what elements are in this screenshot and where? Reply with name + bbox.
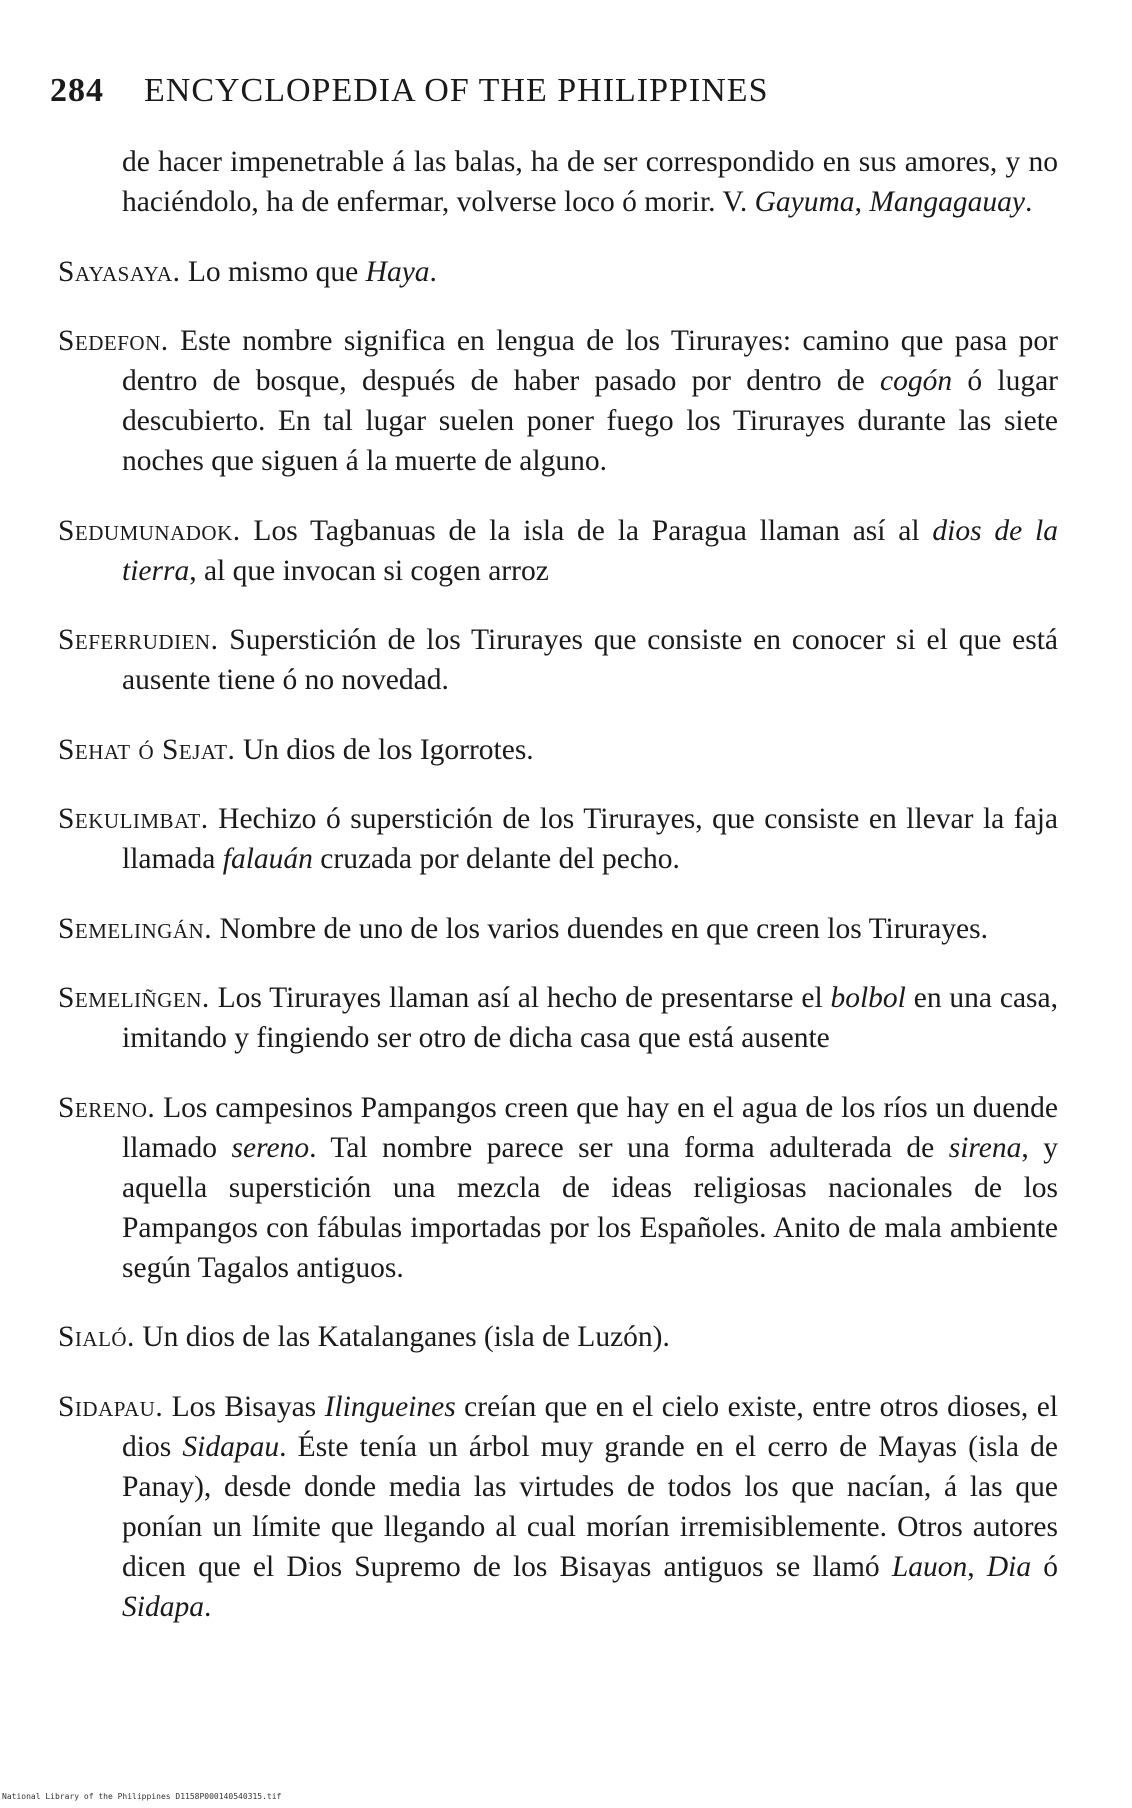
entry-sehat: Sehat ó Sejat. Un dios de los Igorrotes. xyxy=(58,733,534,766)
page-number: 284 xyxy=(50,72,104,109)
running-title: ENCYCLOPEDIA OF THE PHILIPPINES xyxy=(144,72,769,109)
entry-sedefon: Sedefon. Este nombre significa en lengua de los Tirurayes: camino que pasa por dentro de bosque, después de haber pasado por dentro de cogón ó lugar descubierto. En tal lugar suelen poner fuego los Tirurayes durante las siete noches que siguen á la muerte de alguno. xyxy=(58,325,1058,477)
entry-semelingan: Semelingán. Nombre de uno de los varios duendes en que creen los Tirurayes. xyxy=(58,912,988,945)
entry-sekulimbat: Sekulimbat. Hechizo ó superstición de los Tirurayes, que consiste en llevar la faja llamada falauán cruzada por delante del pecho. xyxy=(58,803,1058,875)
page-header xyxy=(50,72,1090,110)
entry-continuation: de hacer impenetrable á las balas, ha de ser correspondido en sus amores, y no haciéndolo, ha de enfermar, volverse loco ó morir. V. Gayuma, Mangagauay. xyxy=(122,146,1058,218)
headword: Sayasaya. xyxy=(58,255,181,288)
headword: Seferrudien. xyxy=(58,624,219,656)
entry-sedumunadok: Sedumunadok. Los Tagbanuas de la isla de la Paragua llaman así al dios de la tierra, al que invocan si cogen arroz xyxy=(58,514,1059,587)
scan-credit: National Library of the Philippines D1158P000140540315.tif xyxy=(2,1792,282,1801)
headword: Sekulimbat. xyxy=(58,803,209,835)
entry-sereno: Sereno. Los campesinos Pampangos creen que hay en el agua de los ríos un duende llamado sereno. Tal nombre parece ser una forma adulterada de sirena, y aquella superstición una mezcla de ideas religiosas nacionales de los Pampangos con fábulas importadas por los Españoles. Anito de mala ambiente según Tagalos antiguos. xyxy=(58,1091,1059,1284)
entry-seferrudien: Seferrudien. Superstición de los Tirurayes que consiste en conocer si el que está ausente tiene ó no novedad. xyxy=(58,624,1058,696)
headword: Sedumunadok. xyxy=(58,514,241,547)
headword: Sehat ó Sejat. xyxy=(58,733,236,766)
headword: Semelingán. xyxy=(58,912,213,945)
headword: Semeliñgen. xyxy=(58,982,210,1014)
headword: Sidapau. xyxy=(58,1390,164,1423)
headword: Sereno. xyxy=(58,1091,156,1124)
page-body xyxy=(58,142,1058,1633)
entry-sidapau: Sidapau. Los Bisayas Ilingueines creían que en el cielo existe, entre otros dioses, el dios Sidapau. Éste tenía un árbol muy grande en el cerro de Mayas (isla de Panay), desde donde media las virtudes de todos los que nacían, á las que ponían un límite que llegando al cual morían irremisiblemente. Otros autores dicen que el Dios Supremo de los Bisayas antiguos se llamó Lauon, Dia ó Sidapa. xyxy=(58,1390,1058,1623)
entry-semelingen: Semeliñgen. Los Tirurayes llaman así al hecho de presentarse el bolbol en una casa, imitando y fingiendo ser otro de dicha casa que está ausente xyxy=(58,982,1058,1054)
headword: Sedefon. xyxy=(58,325,169,357)
cross-reference: Gayuma xyxy=(754,186,855,218)
entry-sialo: Sialó. Un dios de las Katalanganes (isla de Luzón). xyxy=(58,1321,670,1353)
headword: Sialó. xyxy=(58,1321,135,1353)
entry-sayasaya: Sayasaya. Lo mismo que Haya. xyxy=(58,255,437,288)
cross-reference: Mangagauay xyxy=(869,186,1025,218)
